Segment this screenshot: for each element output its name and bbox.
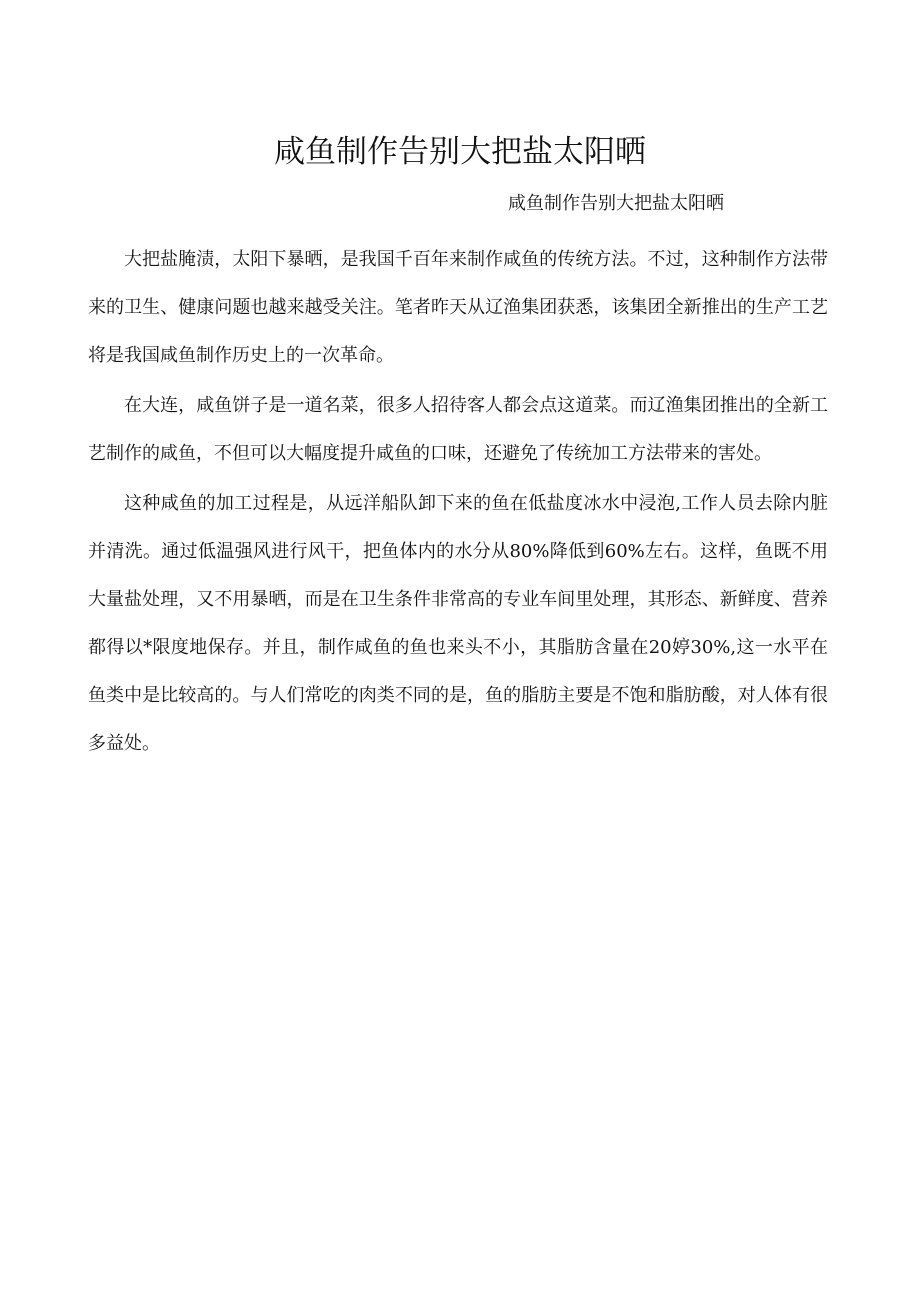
document-body [88, 236, 828, 770]
document-title: 咸鱼制作告别大把盐太阳晒 [274, 134, 646, 170]
paragraph-1: 大把盐腌渍，太阳下暴晒，是我国千百年来制作咸鱼的传统方法。不过，这种制作方法带来的卫生、健康问题也越来越受关注。笔者昨天从辽渔集团获悉，该集团全新推出的生产工艺将是我国咸鱼制作历史上的一次革命。 [88, 249, 828, 366]
document-subtitle: 咸鱼制作告别大把盐太阳晒 [508, 193, 724, 214]
paragraph-3: 这种咸鱼的加工过程是，从远洋船队卸下来的鱼在低盐度冰水中浸泡,工作人员去除内脏并清洗。通过低温强风进行风干，把鱼体内的水分从80%降低到60%左右。这样，鱼既不用大量盐处理，又不用暴晒，而是在卫生条件非常高的专业车间里处理，其形态、新鲜度、营养都得以*限度地保存。并且，制作咸鱼的鱼也来头不小，其脂肪含量在20婷30%,这一水平在鱼类中是比较高的。与人们常吃的肉类不同的是，鱼的脂肪主要是不饱和脂肪酸，对人体有很多益处。 [88, 493, 828, 754]
paragraph-2: 在大连，咸鱼饼子是一道名菜，很多人招待客人都会点这道菜。而辽渔集团推出的全新工艺制作的咸鱼，不但可以大幅度提升咸鱼的口味，还避免了传统加工方法带来的害处。 [88, 395, 828, 464]
